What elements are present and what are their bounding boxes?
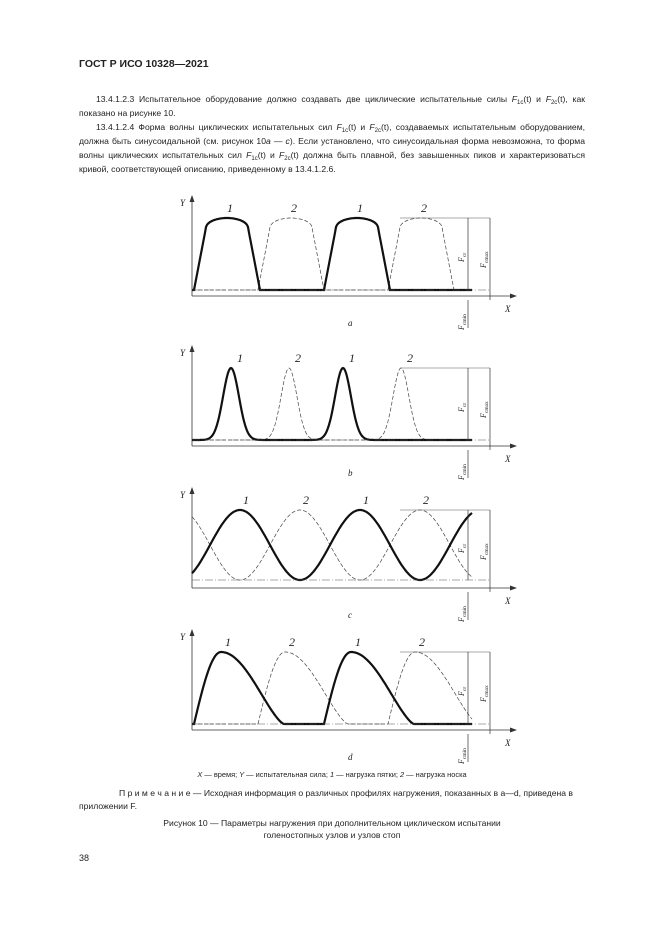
heel-load-curve	[192, 368, 472, 440]
fcmax-label: $F_{cmax}$	[479, 251, 490, 268]
fcmin-label: $F_{cmin}$	[457, 314, 468, 330]
fcr-label-sub: cr	[462, 402, 468, 408]
fcr-label: $F_{cr}$	[457, 402, 468, 412]
panel-letter: d	[348, 752, 353, 762]
fcmin-label: $F_{cmin}$	[457, 748, 468, 764]
fcmax-label-sub: cmax	[484, 251, 490, 264]
y-axis-arrow	[190, 629, 195, 636]
toe-load-curve	[192, 510, 472, 580]
fcmin-label-sub: cmin	[462, 464, 468, 476]
panel-c-svg	[150, 482, 530, 627]
y-axis-arrow	[190, 487, 195, 494]
panel-a-svg	[150, 190, 530, 335]
curve-number-2: 2	[419, 635, 425, 649]
paragraph-13-4-1-2-4: 13.4.1.2.4 Форма волны циклических испытательных сил $F_{1c}(t)$ и $F_{2c}(t)$, создаваемых испытательным оборудованием, должна быть синусоидальной (см. рисунок 10a — c). Если установлено, что синусоидальная форма невозможна, то форма волны циклических испытательных сил $F_{1c}(t)$ и $F_{2c}(t)$ должна быть плавной, без завышенных пиков и характеризоваться кривой, соответствующей описанию, приведенному в 13.4.1.2.6.	[79, 122, 585, 174]
curve-number-1: 1	[363, 493, 369, 507]
curve-number-2: 2	[303, 493, 309, 507]
x-axis-label: X	[505, 596, 511, 606]
curve-number-2: 2	[295, 351, 301, 365]
x-axis-label: X	[505, 738, 511, 748]
curve-number-1: 1	[237, 351, 243, 365]
figure-panel-a	[150, 190, 530, 340]
fcr-label-sub: cr	[462, 686, 468, 692]
fcmin-label: $F_{cmin}$	[457, 464, 468, 480]
fcmin-label-sub: cmin	[462, 748, 468, 760]
x-axis-arrow	[510, 444, 517, 449]
x-axis-label: X	[505, 304, 511, 314]
fcmax-label-sub: cmax	[484, 685, 490, 698]
heel-load-curve	[192, 510, 472, 580]
curve-number-2: 2	[407, 351, 413, 365]
y-axis-label: Y	[180, 198, 186, 208]
fcr-label: $F_{cr}$	[457, 543, 468, 553]
figure-panel-b	[150, 340, 530, 490]
fcmin-label-sub: cmin	[462, 314, 468, 326]
curve-number-2: 2	[421, 201, 427, 215]
curve-number-2: 2	[291, 201, 297, 215]
panel-d-svg	[150, 624, 530, 769]
paragraph-13-4-1-2-3: 13.4.1.2.3 Испытательное оборудование должно создавать две циклические испытательные силы $F_{1c}(t)$ и $F_{2c}(t)$, как показано на рисунке 10.	[79, 94, 586, 118]
fcmax-label: $F_{cmax}$	[479, 401, 490, 418]
x-axis-arrow	[510, 294, 517, 299]
y-axis-label: Y	[180, 632, 186, 642]
fcr-label-sub: cr	[462, 252, 468, 258]
y-axis-arrow	[190, 345, 195, 352]
fcmax-label-sub: cmax	[484, 401, 490, 414]
curve-number-1: 1	[225, 635, 231, 649]
standard-header: ГОСТ Р ИСО 10328—2021	[79, 58, 209, 70]
fcmin-label: $F_{cmin}$	[457, 606, 468, 622]
x-axis-label: X	[505, 454, 511, 464]
x-axis-arrow	[510, 586, 517, 591]
fcmax-label: $F_{cmax}$	[479, 685, 490, 702]
caption-line-1: Рисунок 10 — Параметры нагружения при дополнительном циклическом испытании	[163, 818, 501, 828]
y-axis-label: Y	[180, 348, 186, 358]
curve-number-1: 1	[349, 351, 355, 365]
panel-letter: a	[348, 318, 353, 328]
fcmax-label-sub: cmax	[484, 543, 490, 556]
panel-letter: b	[348, 468, 353, 478]
curve-number-1: 1	[243, 493, 249, 507]
figure-panel-c	[150, 482, 530, 632]
curve-number-1: 1	[357, 201, 363, 215]
x-axis-arrow	[510, 728, 517, 733]
page-number: 38	[79, 853, 90, 863]
curve-number-1: 1	[355, 635, 361, 649]
panel-letter: c	[348, 610, 352, 620]
figure-note: П р и м е ч а н и е — Исходная информация о различных профилях нагружения, показанных в a—d, приведена в приложении F.	[79, 788, 573, 811]
heel-load-curve	[192, 218, 472, 290]
heel-load-curve	[192, 652, 472, 724]
fcr-label-sub: cr	[462, 543, 468, 549]
figure-legend: X — время; Y — испытательная сила; 1 — нагрузка пятки; 2 — нагрузка носка	[197, 770, 467, 779]
fcmax-label: $F_{cmax}$	[479, 543, 490, 560]
fcr-label: $F_{cr}$	[457, 252, 468, 262]
panel-b-svg	[150, 340, 530, 485]
curve-number-1: 1	[227, 201, 233, 215]
toe-load-curve	[192, 368, 472, 440]
caption-line-2: голеностопных узлов и узлов стоп	[263, 830, 401, 840]
figure-panel-d	[150, 624, 530, 774]
curve-number-2: 2	[423, 493, 429, 507]
fcr-label: $F_{cr}$	[457, 686, 468, 696]
figure-caption	[79, 817, 585, 841]
y-axis-label: Y	[180, 490, 186, 500]
fcmin-label-sub: cmin	[462, 606, 468, 618]
y-axis-arrow	[190, 195, 195, 202]
curve-number-2: 2	[289, 635, 295, 649]
